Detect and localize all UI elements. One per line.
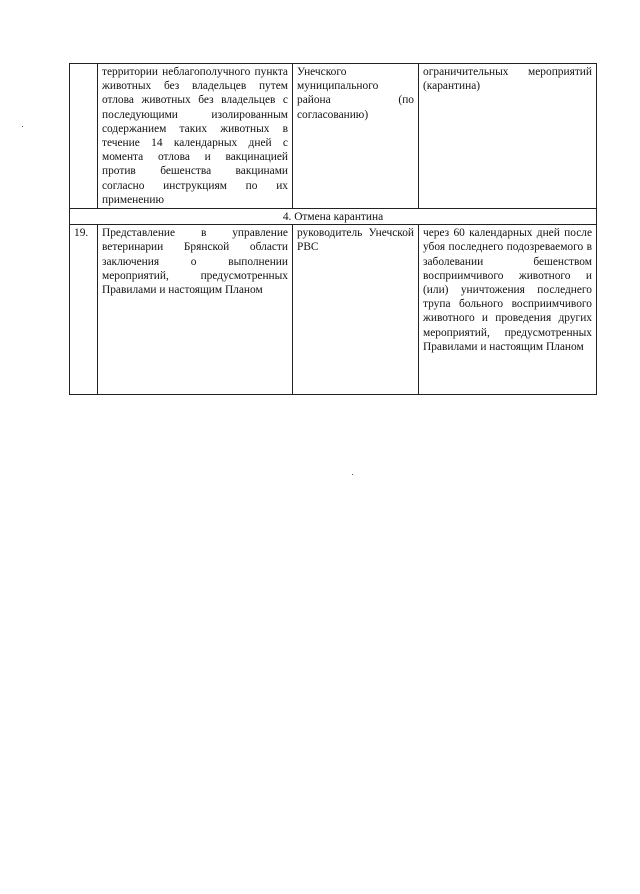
responsible-cell: руководитель Унечской РВС [293, 225, 419, 395]
quarantine-plan-table [69, 63, 597, 395]
action-cell: Представление в управление ветеринарии Брянской области заключения о выполнении мероприятий, предусмотренных Правилами и настоящим Планом [98, 225, 293, 395]
deadline-cell: через 60 календарных дней после убоя последнего подозреваемого в заболевании бешенством восприимчивого животного и (или) уничтожения последнего трупа больного восприимчивого животного и проведения других мероприятий, предусмотренных Правилами и настоящим Планом [419, 225, 597, 395]
responsible-cell: Унечского муниципального района (по согласованию) [293, 64, 419, 209]
row-number [70, 64, 98, 209]
scan-speck [352, 474, 353, 475]
scan-speck [22, 126, 23, 127]
section-heading: 4. Отмена карантина [70, 209, 597, 225]
action-cell: территории неблагополучного пункта животных без владельцев путем отлова животных без владельцев с последующими изолированным содержанием таких животных в течение 14 календарных дней с момента отлова и вакцинацией против бешенства вакцинами согласно инструкциям по их применению [98, 64, 293, 209]
section-row [70, 209, 597, 225]
table-row [70, 225, 597, 395]
row-number: 19. [70, 225, 98, 395]
deadline-cell: ограничительных мероприятий (карантина) [419, 64, 597, 209]
table-row [70, 64, 597, 209]
